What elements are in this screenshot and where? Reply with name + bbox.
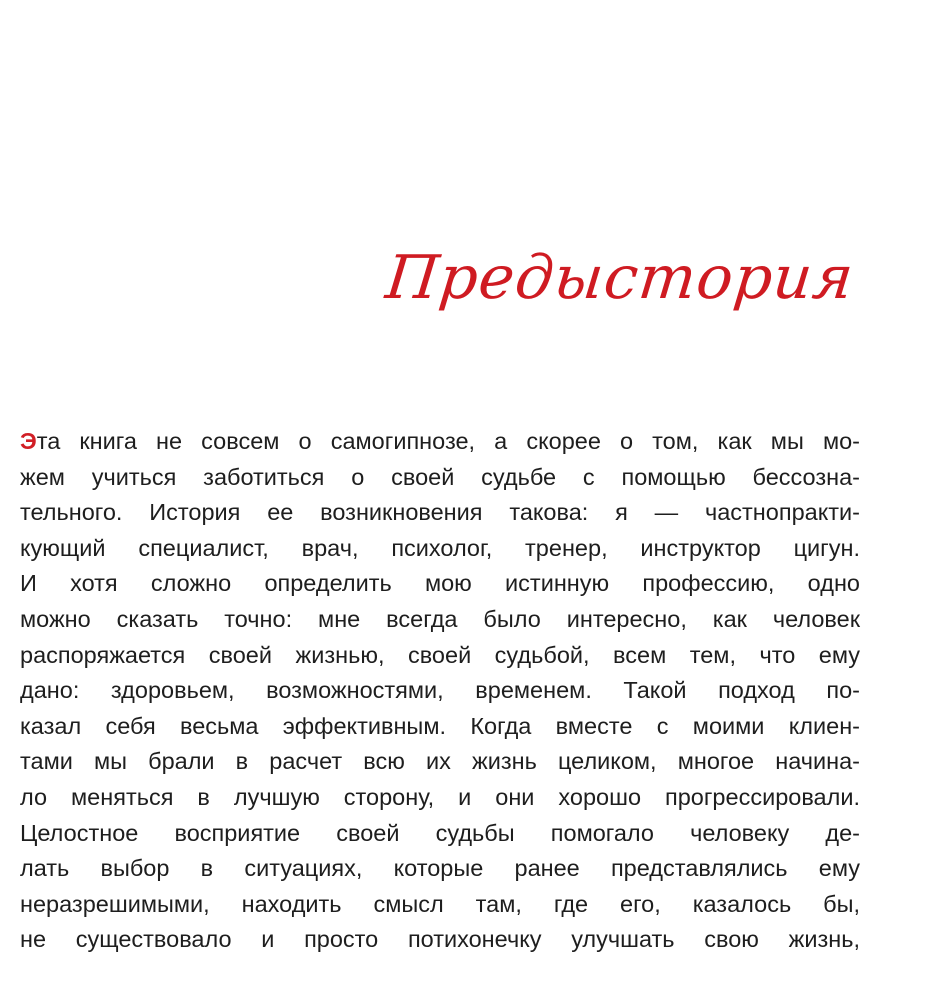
- body-line-2: жем учиться заботиться о своей судьбе с помощью бессозна-: [20, 463, 860, 490]
- body-line-1: [20, 424, 860, 460]
- body-text: [20, 424, 860, 958]
- body-line-11: ло меняться в лучшую сторону, и они хорошо прогрессировали.: [20, 783, 860, 810]
- body-line-10: тами мы брали в расчет всю их жизнь целиком, многое начина-: [20, 748, 860, 775]
- body-line-8: дано: здоровьем, возможностями, временем. Такой подход по-: [20, 677, 860, 704]
- body-line-13: лать выбор в ситуациях, которые ранее представлялись ему: [20, 855, 860, 882]
- body-line-6: можно сказать точно: мне всегда было интересно, как человек: [20, 605, 860, 632]
- first-line-text: та книга не совсем о самогипнозе, а скорее о том, как мы мо-: [36, 428, 860, 454]
- body-line-12: Целостное восприятие своей судьбы помогало человеку де-: [20, 819, 860, 846]
- body-line-5: И хотя сложно определить мою истинную профессию, одно: [20, 570, 860, 597]
- body-line-15: не существовало и просто потихонечку улучшать свою жизнь,: [20, 926, 860, 953]
- body-line-7: распоряжается своей жизнью, своей судьбой, всем тем, что ему: [20, 641, 860, 668]
- body-line-4: кующий специалист, врач, психолог, тренер, инструктор цигун.: [20, 534, 860, 561]
- body-line-9: казал себя весьма эффективным. Когда вместе с моими клиен-: [20, 712, 860, 739]
- chapter-title: Предыстория: [382, 243, 858, 313]
- body-line-3: тельного. История ее возникновения такова: я — частнопракти-: [20, 499, 860, 526]
- body-line-14: неразрешимыми, находить смысл там, где его, казалось бы,: [20, 890, 860, 917]
- drop-cap: Э: [20, 428, 37, 454]
